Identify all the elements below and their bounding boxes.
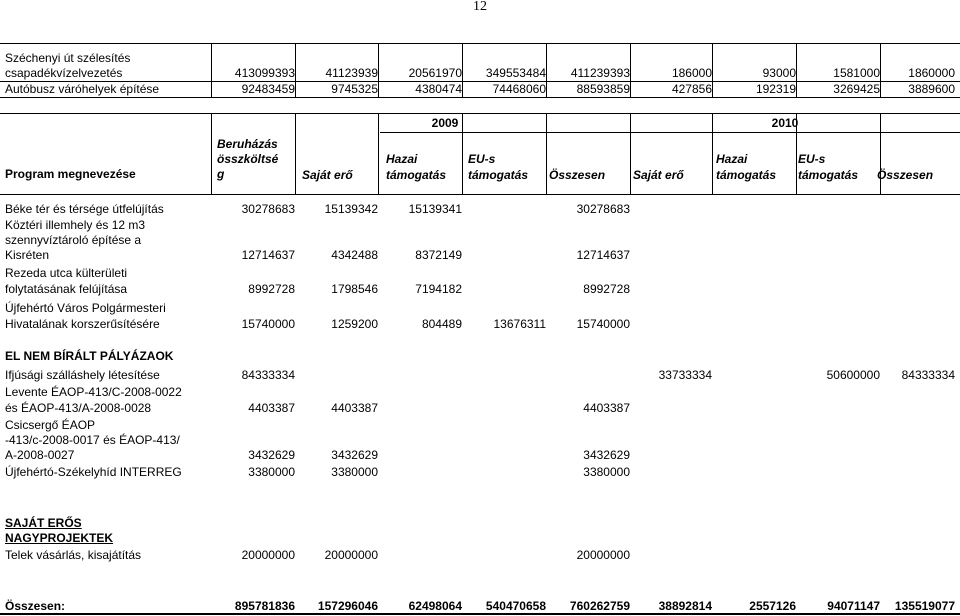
value-cell: 186000 bbox=[671, 66, 712, 80]
value-cell: 8992728 bbox=[248, 282, 295, 296]
header-hazai: Hazai bbox=[716, 152, 748, 166]
header-beruhazas: Beruházás bbox=[217, 137, 278, 151]
value-cell: 84333334 bbox=[901, 368, 955, 382]
header-program: Program megnevezése bbox=[5, 167, 136, 181]
header-sajat-ero: Saját erő bbox=[633, 168, 684, 182]
value-cell: 15740000 bbox=[576, 317, 630, 331]
value-cell: 192319 bbox=[755, 82, 796, 96]
section-own-funds: SAJÁT ERŐS bbox=[5, 516, 82, 530]
value-cell: 7194182 bbox=[415, 282, 462, 296]
value-cell: 411239393 bbox=[570, 66, 630, 80]
value-cell: 84333334 bbox=[241, 368, 295, 382]
section-large-projects: NAGYPROJEKTEK bbox=[5, 531, 114, 545]
value-cell: 12714637 bbox=[241, 248, 295, 262]
value-cell: 3432629 bbox=[583, 448, 630, 462]
value-cell: 8992728 bbox=[583, 282, 630, 296]
row-label: Rezeda utca külterületi bbox=[5, 266, 128, 280]
top-row-label: Autóbusz váróhelyek építése bbox=[5, 82, 160, 96]
value-cell: 3889600 bbox=[908, 82, 955, 96]
grid-hline bbox=[0, 97, 960, 98]
header-hazai: támogatás bbox=[386, 168, 447, 182]
value-cell: 38892814 bbox=[658, 599, 712, 613]
header-hazai: támogatás bbox=[716, 168, 777, 182]
row-label: Újfehértó-Székelyhíd INTERREG bbox=[5, 465, 182, 479]
value-cell: 15740000 bbox=[241, 317, 295, 331]
grid-vline bbox=[630, 113, 631, 194]
grid-hline bbox=[0, 194, 960, 195]
value-cell: 93000 bbox=[762, 66, 796, 80]
value-cell: 3380000 bbox=[248, 465, 295, 479]
value-cell: 92483459 bbox=[241, 82, 295, 96]
value-cell: 4403387 bbox=[331, 401, 378, 415]
grid-vline bbox=[378, 113, 379, 194]
grid-hline bbox=[380, 132, 960, 133]
value-cell: 94071147 bbox=[827, 599, 880, 613]
value-cell: 13676311 bbox=[493, 317, 546, 331]
value-cell: 74468060 bbox=[492, 82, 546, 96]
value-cell: 3432629 bbox=[248, 448, 295, 462]
grid-hline bbox=[0, 43, 960, 44]
value-cell: 760262759 bbox=[569, 599, 630, 613]
row-label: A-2008-0027 bbox=[5, 448, 75, 462]
page-number: 12 bbox=[473, 0, 487, 14]
value-cell: 50600000 bbox=[826, 368, 880, 382]
value-cell: 349553484 bbox=[485, 66, 546, 80]
value-cell: 8372149 bbox=[415, 248, 462, 262]
value-cell: 3380000 bbox=[583, 465, 630, 479]
value-cell: 20000000 bbox=[576, 548, 630, 562]
value-cell: 895781836 bbox=[234, 599, 295, 613]
value-cell: 427856 bbox=[671, 82, 712, 96]
value-cell: 33733334 bbox=[658, 368, 712, 382]
value-cell: 4403387 bbox=[583, 401, 630, 415]
value-cell: 157296046 bbox=[317, 599, 378, 613]
value-cell: 62498064 bbox=[408, 599, 462, 613]
value-cell: 3380000 bbox=[331, 465, 378, 479]
grid-hline bbox=[0, 613, 960, 615]
value-cell: 2557126 bbox=[749, 599, 796, 613]
row-label: Köztéri illemhely és 12 m3 bbox=[5, 218, 146, 232]
header-beruhazas: összköltsé bbox=[217, 152, 279, 166]
value-cell: 20561970 bbox=[408, 66, 462, 80]
value-cell: 1798546 bbox=[331, 282, 378, 296]
value-cell: 30278683 bbox=[576, 202, 630, 216]
row-label: Telek vásárlás, kisajátítás bbox=[5, 548, 142, 562]
top-row-label: Széchenyi út szélesítés bbox=[5, 51, 131, 65]
grid-vline bbox=[211, 113, 212, 194]
header-beruhazas: g bbox=[217, 167, 225, 181]
top-row-label: csapadékvízelvezetés bbox=[5, 66, 123, 80]
row-label: Hivatalának korszerűsítésére bbox=[5, 317, 160, 331]
value-cell: 1259200 bbox=[331, 317, 378, 331]
value-cell: 540470658 bbox=[485, 599, 546, 613]
value-cell: 15139342 bbox=[324, 202, 378, 216]
header-eus: EU-s bbox=[468, 152, 496, 166]
row-label: és ÉAOP-413/A-2008-0028 bbox=[5, 401, 152, 415]
row-label: Levente ÉAOP-413/C-2008-0022 bbox=[5, 385, 182, 399]
value-cell: 12714637 bbox=[576, 248, 630, 262]
value-cell: 20000000 bbox=[324, 548, 378, 562]
header-eus: EU-s bbox=[798, 152, 826, 166]
value-cell: 15139341 bbox=[408, 202, 462, 216]
grid-vline bbox=[712, 113, 713, 194]
value-cell: 1581000 bbox=[833, 66, 880, 80]
row-label: Újfehértó Város Polgármesteri bbox=[5, 301, 166, 315]
total-label: Összesen: bbox=[5, 599, 66, 613]
header-eus: támogatás bbox=[798, 168, 859, 182]
grid-hline bbox=[0, 113, 960, 114]
value-cell: 30278683 bbox=[241, 202, 295, 216]
row-label: folytatásának felújítása bbox=[5, 282, 128, 296]
row-label: -413/c-2008-0017 és ÉAOP-413/ bbox=[5, 433, 180, 447]
row-label: szennyvíztároló építése a bbox=[5, 233, 142, 247]
value-cell: 4403387 bbox=[248, 401, 295, 415]
row-label: Csicsergő ÉAOP bbox=[5, 418, 96, 432]
header-year-2010: 2010 bbox=[771, 116, 799, 130]
header-osszesen: Összesen bbox=[549, 168, 606, 182]
header-hazai: Hazai bbox=[386, 152, 418, 166]
value-cell: 413099393 bbox=[234, 66, 295, 80]
value-cell: 9745325 bbox=[331, 82, 378, 96]
value-cell: 4380474 bbox=[415, 82, 462, 96]
grid-vline bbox=[295, 113, 296, 194]
value-cell: 1860000 bbox=[908, 66, 955, 80]
header-sajat-ero: Saját erő bbox=[302, 168, 353, 182]
value-cell: 3269425 bbox=[833, 82, 880, 96]
header-year-2009: 2009 bbox=[431, 116, 459, 130]
row-label: Kisréten bbox=[5, 248, 50, 262]
row-label: Béke tér és térsége útfelújítás bbox=[5, 202, 164, 216]
value-cell: 3432629 bbox=[331, 448, 378, 462]
value-cell: 20000000 bbox=[241, 548, 295, 562]
value-cell: 135519077 bbox=[894, 599, 955, 613]
value-cell: 4342488 bbox=[331, 248, 378, 262]
value-cell: 88593859 bbox=[576, 82, 630, 96]
row-label: Ifjúsági szálláshely létesítése bbox=[5, 368, 160, 382]
grid-vline bbox=[546, 113, 547, 194]
section-not-evaluated: EL NEM BÍRÁLT PÁLYÁZAOK bbox=[5, 349, 174, 363]
header-osszesen: Összesen bbox=[877, 168, 934, 182]
value-cell: 41123939 bbox=[325, 66, 378, 80]
value-cell: 804489 bbox=[421, 317, 462, 331]
header-eus: támogatás bbox=[468, 168, 529, 182]
